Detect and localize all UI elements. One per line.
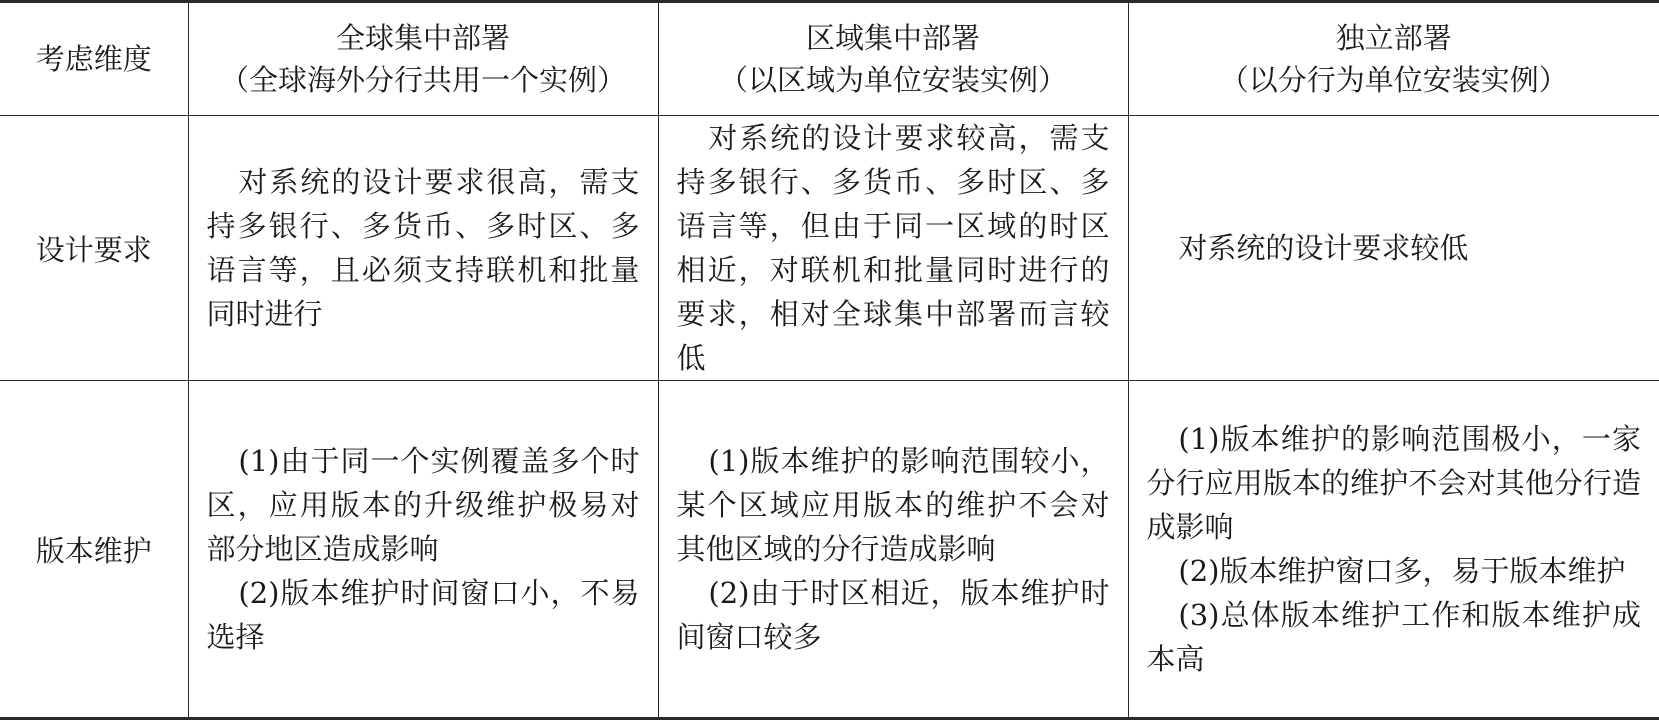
- header-global: [188, 2, 658, 116]
- cell-text: (3)总体版本维护工作和版本维护成本高: [1147, 593, 1642, 681]
- table-row: [0, 116, 1659, 381]
- cell-maintenance-independent: [1128, 381, 1659, 719]
- header-regional-title: 区域集中部署: [659, 17, 1128, 59]
- cell-text: (2)版本维护窗口多，易于版本维护: [1147, 549, 1642, 593]
- cell-text: (1)版本维护的影响范围较小，某个区域应用版本的维护不会对其他区域的分行造成影响: [677, 439, 1110, 571]
- cell-design-regional: [658, 116, 1128, 381]
- header-regional: [658, 2, 1128, 116]
- row-dimension-maintenance: 版本维护: [0, 381, 188, 719]
- header-regional-subtitle: （以区域为单位安装实例）: [659, 59, 1128, 101]
- cell-text: (1)版本维护的影响范围极小，一家分行应用版本的维护不会对其他分行造成影响: [1147, 417, 1642, 549]
- cell-text: 对系统的设计要求很高，需支持多银行、多货币、多时区、多语言等，且必须支持联机和批量同时进行: [207, 160, 640, 336]
- row-dimension-design: 设计要求: [0, 116, 188, 381]
- cell-maintenance-regional: [658, 381, 1128, 719]
- header-row: [0, 2, 1659, 116]
- header-independent-subtitle: （以分行为单位安装实例）: [1129, 59, 1659, 101]
- header-global-subtitle: （全球海外分行共用一个实例）: [189, 59, 658, 101]
- header-global-title: 全球集中部署: [189, 17, 658, 59]
- cell-text: 对系统的设计要求较高，需支持多银行、多货币、多时区、多语言等，但由于同一区域的时区相近，对联机和批量同时进行的要求，相对全球集中部署而言较低: [677, 116, 1110, 380]
- cell-text: (2)版本维护时间窗口小，不易选择: [207, 571, 640, 659]
- table-row: [0, 381, 1659, 719]
- cell-maintenance-global: [188, 381, 658, 719]
- header-dimension: 考虑维度: [0, 2, 188, 116]
- cell-design-global: [188, 116, 658, 381]
- header-independent-title: 独立部署: [1129, 17, 1659, 59]
- cell-design-independent: [1128, 116, 1659, 381]
- cell-text: 对系统的设计要求较低: [1147, 226, 1642, 270]
- cell-text: (2)由于时区相近，版本维护时间窗口较多: [677, 571, 1110, 659]
- header-independent: [1128, 2, 1659, 116]
- cell-text: (1)由于同一个实例覆盖多个时区，应用版本的升级维护极易对部分地区造成影响: [207, 439, 640, 571]
